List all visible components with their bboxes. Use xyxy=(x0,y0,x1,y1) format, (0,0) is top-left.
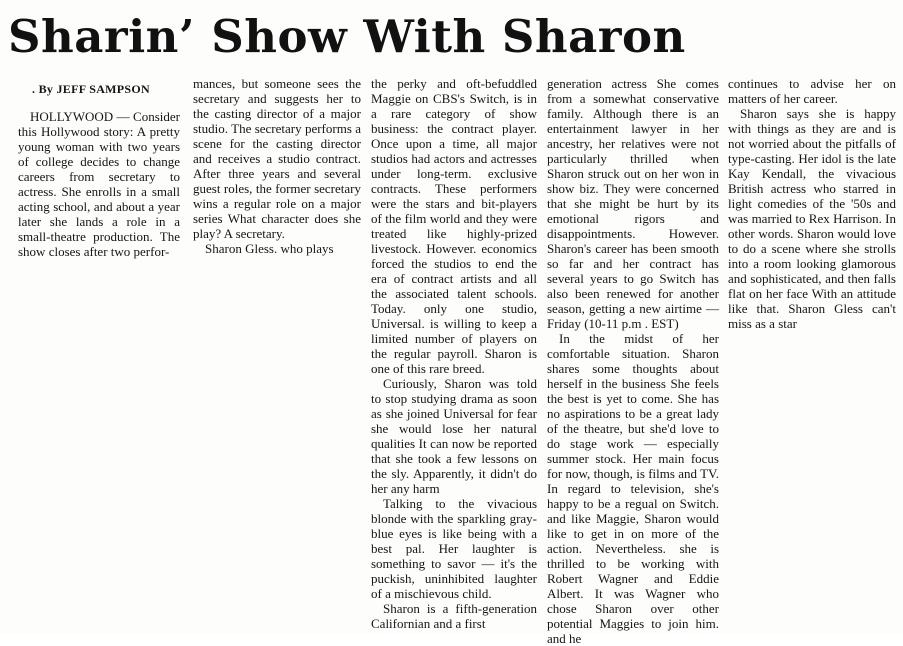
article-column-4 xyxy=(547,76,719,646)
paragraph: In the midst of her comfortable situation. Sharon shares some thoughts about herself in the business She feels the best is yet to come. She has no aspirations to be a great lady of the theatre, but she'd love to do stage work — especially summer stock. Her main focus for now, though, is films and TV. In regard to television, she's happy to be a regual on Switch. and like Maggie, Sharon would like to get in on more of the action. Nevertheless. she is thrilled to be working with Robert Wagner and Eddie Albert. It was Wagner who chose Sharon over other potential Maggies to join him. and he xyxy=(547,331,719,646)
paragraph: Curiously, Sharon was told to stop studying drama as soon as she joined Universal for fear she would lose her natural qualities It can now be reported that she took a few lessons on the sly. Apparently, it didn't do her any harm xyxy=(371,376,537,496)
paragraph: Sharon Gless. who plays xyxy=(205,241,334,256)
article-column-2 xyxy=(193,76,361,630)
paragraph: Sharon says she is happy with things as they are and is not worried about the pitfalls of type-casting. Her idol is the late Kay Kendall, the vivacious British actress who starred in light comedies of the '50s and was married to Rex Harrison. In other words. Sharon would love to do a scene where she strolls into a room looking glamorous and sophisticated, and then falls flat on her face With an attitude like that. Sharon Gless can't miss as a star xyxy=(728,106,896,331)
paragraph: mances, but someone sees the secretary and suggests her to the casting director of a major studio. The secretary performs a scene for the casting director and receives a studio contract. After three years and several guest roles, the former secretary wins a regular role on a major series What character does she play? A secretary. xyxy=(193,76,361,241)
paragraph: generation actress She comes from a somewhat conservative family. Although there is an entertainment lawyer in her ancestry, her relatives were not particularly thrilled when Sharon struck out on her won in show biz. They were concerned that she might be hurt by its emotional rigors and disappointments. However. Sharon's career has been smooth so far and her contract has several years to go Switch has also been renewed for another season, getting a new airtime — Friday (10-11 p.m . EST) xyxy=(547,76,719,331)
article-column-3 xyxy=(371,76,537,630)
article-headline: Sharin’ Show With Sharon xyxy=(8,10,686,63)
article-byline: . By JEFF SAMPSON xyxy=(32,82,150,96)
paragraph: Sharon is a fifth-generation Californian and a first xyxy=(371,601,537,631)
paragraph: the perky and oft-befuddled Maggie on CBS's Switch, is in a rare category of show business: the contract player. Once upon a time, all major studios had actors and actresses under long-term. exclusive contracts. These performers were the stars and bit-players of the film world and they were treated like highly-prized livestock. However. economics forced the studios to end the era of contract artists and all the associated talent schools. Today. only one studio, Universal. is willing to keep a limited number of players on the regular payroll. Sharon is one of this rare breed. xyxy=(371,76,537,376)
paragraph: HOLLYWOOD — Consider this Hollywood story: A pretty young woman with two years of college decides to change careers from secretary to actress. She enrolls in a small acting school, and about a year later she lands a role in a small-theatre production. The show closes after two perfor- xyxy=(18,109,180,259)
article-column-5 xyxy=(728,76,896,630)
article-column-1 xyxy=(18,76,180,630)
paragraph: Talking to the vivacious blonde with the sparkling gray-blue eyes is like being with a best pal. Her laughter is something to savor — it's the puckish, uninhibited laughter of a mischievous child. xyxy=(371,496,537,601)
paragraph: continues to advise her on matters of her career. xyxy=(728,76,896,106)
